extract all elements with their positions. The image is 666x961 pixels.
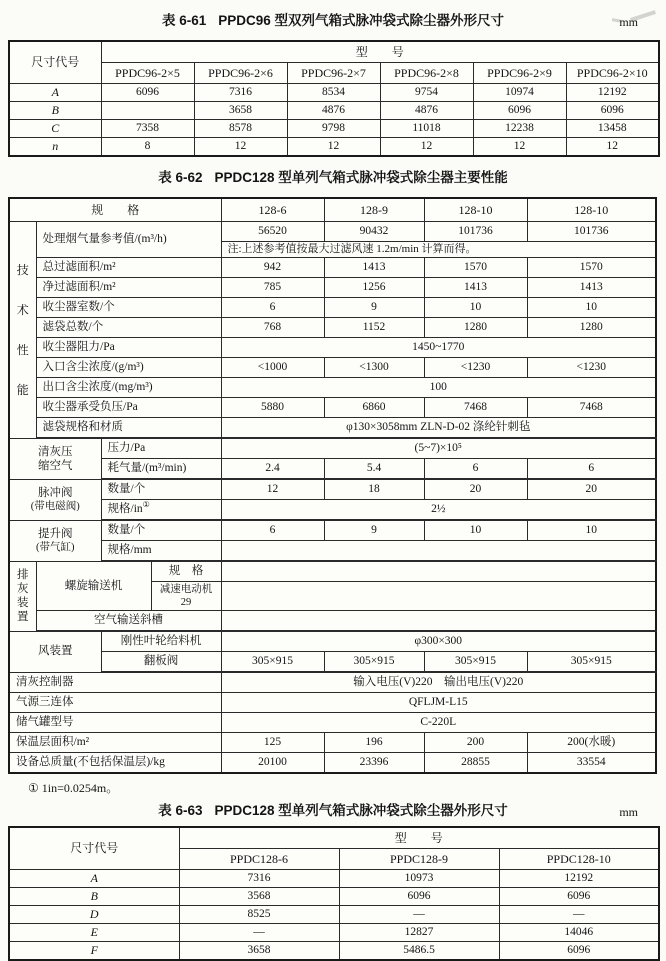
dim-value-cell: 12 bbox=[194, 138, 287, 157]
spec-value-cell: 305×915 bbox=[527, 652, 656, 673]
t3-row-D bbox=[9, 906, 659, 924]
dim-value-cell: 10974 bbox=[473, 84, 566, 102]
vertical-label: 排灰装置 bbox=[17, 569, 29, 623]
spec-label-cell: 总过滤面积/m² bbox=[36, 258, 221, 278]
spec-value-cell: 942 bbox=[221, 258, 324, 278]
dim-value-cell: 6096 bbox=[499, 942, 659, 961]
dim-value-cell: 6096 bbox=[473, 102, 566, 120]
spec-value-cell: 785 bbox=[221, 278, 324, 298]
t1-model-header: PPDC96-2×5 bbox=[101, 63, 194, 84]
table1-number: 表 6-61 bbox=[161, 13, 207, 28]
t3-row-B bbox=[9, 888, 659, 906]
spec-span-value-cell: φ300×300 bbox=[221, 631, 656, 652]
table1-unit-label: mm bbox=[619, 15, 638, 29]
dim-value-cell: — bbox=[179, 924, 339, 942]
spec-label-cell: 出口含尘浓度/(mg/m³) bbox=[36, 378, 221, 398]
t2-model-header: 128-9 bbox=[324, 198, 424, 222]
spec-label-cell: 滤袋规格和材质 bbox=[36, 418, 221, 439]
dim-value-cell: 7316 bbox=[179, 870, 339, 888]
spec-value-cell: 1413 bbox=[424, 278, 527, 298]
dim-value-cell: 8534 bbox=[287, 84, 380, 102]
spec-span-value-cell: 1450~1770 bbox=[221, 338, 656, 358]
t1-model-header: PPDC96-2×8 bbox=[380, 63, 473, 84]
spec-value-cell: 6 bbox=[221, 520, 324, 541]
spec-label-cell: 规格/mm bbox=[101, 541, 221, 562]
t2-row-lift-spec bbox=[9, 541, 656, 562]
t2-row-total-mass bbox=[9, 753, 656, 774]
spec-label-cell: 处理烟气量参考值/(m³/h) bbox=[36, 222, 221, 258]
spec-value-cell: 305×915 bbox=[424, 652, 527, 673]
spec-value-cell: <1230 bbox=[424, 358, 527, 378]
t3-model-header: PPDC128-9 bbox=[339, 849, 499, 870]
t2-row-screw-spec bbox=[9, 561, 656, 582]
spec-label-cell: 翻板阀 bbox=[101, 652, 221, 673]
t3-corner-header: 尺寸代号 bbox=[9, 827, 179, 870]
table1-title-row bbox=[8, 12, 658, 29]
t1-model-header: PPDC96-2×6 bbox=[194, 63, 287, 84]
footnote-marker: ① bbox=[142, 500, 150, 510]
t2-model-header: 128-6 bbox=[221, 198, 324, 222]
t1-model-group-header: 型 号 bbox=[101, 41, 659, 63]
t2-row-total-area bbox=[9, 258, 656, 278]
spec-value-cell: 1280 bbox=[527, 318, 656, 338]
spec-value-cell: 101736 bbox=[527, 222, 656, 242]
dim-code-cell: n bbox=[9, 138, 101, 157]
dim-value-cell: — bbox=[339, 906, 499, 924]
t2-row-insulation bbox=[9, 733, 656, 753]
t3-model-header: PPDC128-10 bbox=[499, 849, 659, 870]
spec-value-cell: 7468 bbox=[527, 398, 656, 418]
t1-model-row bbox=[9, 63, 659, 84]
table3-unit-label: mm bbox=[619, 805, 638, 819]
t2-model-header: 128-10 bbox=[424, 198, 527, 222]
spec-value-cell: 33554 bbox=[527, 753, 656, 774]
spec-label-cell: 收尘器阻力/Pa bbox=[36, 338, 221, 358]
dim-value-cell: 8 bbox=[101, 138, 194, 157]
spec-label-cell: 数量/个 bbox=[101, 520, 221, 541]
t2-row-flap-valve bbox=[9, 652, 656, 673]
spec-value-cell: 20100 bbox=[221, 753, 324, 774]
dim-value-cell: 13458 bbox=[566, 120, 659, 138]
spec-value-cell: 1570 bbox=[527, 258, 656, 278]
dim-value-cell: 8525 bbox=[179, 906, 339, 924]
spec-value-cell: 200(水暖) bbox=[527, 733, 656, 753]
spec-value-cell: 1280 bbox=[424, 318, 527, 338]
dim-value-cell: 6096 bbox=[499, 888, 659, 906]
spec-value-cell: 10 bbox=[527, 520, 656, 541]
spec-value-cell: 10 bbox=[424, 520, 527, 541]
footnote: ① 1in=0.0254m。 bbox=[28, 781, 119, 795]
table2-title-row bbox=[8, 169, 658, 186]
dim-value-cell: — bbox=[499, 906, 659, 924]
t3-model-group-header: 型 号 bbox=[179, 827, 659, 849]
dim-value-cell: 12 bbox=[380, 138, 473, 157]
t1-model-header: PPDC96-2×9 bbox=[473, 63, 566, 84]
dim-value-cell: 6096 bbox=[101, 84, 194, 102]
spec-value-cell: 101736 bbox=[424, 222, 527, 242]
t2-lift-valve-group-label: 提升阀 (带气缸) bbox=[9, 520, 101, 561]
spec-label-cell: 收尘器室数/个 bbox=[36, 298, 221, 318]
spec-value-cell: 200 bbox=[424, 733, 527, 753]
spec-label-cell: 压力/Pa bbox=[101, 438, 221, 459]
spec-span-value-cell: 2½ bbox=[221, 500, 656, 521]
spec-label-cell: 清灰控制器 bbox=[9, 672, 221, 693]
t2-air-group-label: 清灰压 缩空气 bbox=[9, 438, 101, 479]
t2-row-bags bbox=[9, 318, 656, 338]
empty-value-cell bbox=[221, 541, 656, 562]
dim-value-cell: 12238 bbox=[473, 120, 566, 138]
table-6-62 bbox=[8, 197, 657, 774]
dim-value-cell: 9754 bbox=[380, 84, 473, 102]
t2-header-row bbox=[9, 198, 656, 222]
dim-code-cell: C bbox=[9, 120, 101, 138]
spec-value-cell: 305×915 bbox=[221, 652, 324, 673]
t2-ash-group-label bbox=[9, 561, 36, 631]
t2-row-neg-pressure bbox=[9, 398, 656, 418]
spec-value-cell: 6860 bbox=[324, 398, 424, 418]
t2-row-chambers bbox=[9, 298, 656, 318]
dim-value-cell: 5486.5 bbox=[339, 942, 499, 961]
dim-value-cell: 14046 bbox=[499, 924, 659, 942]
dim-value-cell: 7316 bbox=[194, 84, 287, 102]
dim-code-cell: B bbox=[9, 888, 179, 906]
spec-value-cell: 1152 bbox=[324, 318, 424, 338]
empty-value-cell bbox=[221, 611, 656, 632]
table2-caption: PPDC128 型单列气箱式脉冲袋式除尘器主要性能 bbox=[214, 170, 508, 185]
table-6-61 bbox=[8, 40, 660, 157]
dim-value-cell: 12192 bbox=[566, 84, 659, 102]
t2-row-pulse-spec bbox=[9, 500, 656, 521]
spec-value-cell: 12 bbox=[221, 479, 324, 500]
dim-code-cell: B bbox=[9, 102, 101, 120]
table3-caption: PPDC128 型单列气箱式脉冲袋式除尘器外形尺寸 bbox=[214, 803, 508, 818]
dim-value-cell: 3658 bbox=[179, 942, 339, 961]
spec-label-cell: 保温层面积/m² bbox=[9, 733, 221, 753]
vertical-label: 技术性能 bbox=[16, 262, 29, 397]
spec-value-cell: 6 bbox=[527, 459, 656, 480]
dim-code-cell: E bbox=[9, 924, 179, 942]
dim-value-cell: 8578 bbox=[194, 120, 287, 138]
t2-row-pulse-count bbox=[9, 479, 656, 500]
t1-model-header: PPDC96-2×7 bbox=[287, 63, 380, 84]
spec-value-cell: 5.4 bbox=[324, 459, 424, 480]
table1-caption: PPDC96 型双列气箱式脉冲袋式除尘器外形尺寸 bbox=[218, 13, 505, 28]
spec-value-cell: 23396 bbox=[324, 753, 424, 774]
t1-row-n bbox=[9, 138, 659, 157]
t2-screw-conveyor-label: 螺旋输送机 bbox=[36, 561, 151, 611]
spec-span-value-cell: 100 bbox=[221, 378, 656, 398]
spec-label-cell: 减速电动机 29 bbox=[151, 582, 221, 611]
t1-row-A bbox=[9, 84, 659, 102]
dim-value-cell: 3658 bbox=[194, 102, 287, 120]
table3-title-row bbox=[8, 802, 658, 819]
t2-tech-group-label bbox=[9, 222, 36, 439]
t2-row-feeder bbox=[9, 631, 656, 652]
spec-value-cell: 90432 bbox=[324, 222, 424, 242]
t2-row-air-chute bbox=[9, 611, 656, 632]
t3-row-A bbox=[9, 870, 659, 888]
t1-row-B bbox=[9, 102, 659, 120]
t2-row-air-pressure bbox=[9, 438, 656, 459]
spec-value-cell: 768 bbox=[221, 318, 324, 338]
spec-label-cell: 气源三连体 bbox=[9, 693, 221, 713]
spec-label-cell: 收尘器承受负压/Pa bbox=[36, 398, 221, 418]
spec-value-cell: 18 bbox=[324, 479, 424, 500]
spec-value-cell: 6 bbox=[221, 298, 324, 318]
t2-row-air-tank bbox=[9, 713, 656, 733]
spec-label-cell: 耗气量/(m³/min) bbox=[101, 459, 221, 480]
dim-code-cell: F bbox=[9, 942, 179, 961]
spec-value-cell: 9 bbox=[324, 520, 424, 541]
dim-value-cell: 12 bbox=[473, 138, 566, 157]
spec-value-cell: 2.4 bbox=[221, 459, 324, 480]
t1-corner-header: 尺寸代号 bbox=[9, 41, 101, 84]
dim-value-cell: 10973 bbox=[339, 870, 499, 888]
spec-value-cell: 1413 bbox=[324, 258, 424, 278]
spec-value-cell: 196 bbox=[324, 733, 424, 753]
spec-label-cell: 滤袋总数/个 bbox=[36, 318, 221, 338]
spec-span-value-cell: C-220L bbox=[221, 713, 656, 733]
t2-air-chute-label: 空气输送斜槽 bbox=[36, 611, 221, 632]
t2-row-air-triple bbox=[9, 693, 656, 713]
spec-value-cell: 1570 bbox=[424, 258, 527, 278]
spec-value-cell: 6 bbox=[424, 459, 527, 480]
t2-row-bag-spec bbox=[9, 418, 656, 439]
spec-value-cell: <1300 bbox=[324, 358, 424, 378]
empty-value-cell bbox=[221, 561, 656, 582]
t1-group-header-row bbox=[9, 41, 659, 63]
dim-value-cell: 12 bbox=[287, 138, 380, 157]
spec-value-cell: 28855 bbox=[424, 753, 527, 774]
dim-value-cell: 12827 bbox=[339, 924, 499, 942]
dim-value-cell: 11018 bbox=[380, 120, 473, 138]
spec-value-cell: 10 bbox=[527, 298, 656, 318]
spec-value-cell: <1000 bbox=[221, 358, 324, 378]
dim-value-cell: 12 bbox=[566, 138, 659, 157]
empty-value-cell bbox=[221, 582, 656, 611]
spec-value-cell: 305×915 bbox=[324, 652, 424, 673]
t1-row-C bbox=[9, 120, 659, 138]
spec-label-cell: 数量/个 bbox=[101, 479, 221, 500]
note-cell: 注:上述参考值按最大过滤风速 1.2m/min 计算而得。 bbox=[221, 242, 656, 258]
t3-group-header-row bbox=[9, 827, 659, 849]
t2-row-air-consumption bbox=[9, 459, 656, 480]
dim-value-cell: 6096 bbox=[339, 888, 499, 906]
table-6-63 bbox=[8, 826, 660, 961]
spec-span-value-cell: QFLJM-L15 bbox=[221, 693, 656, 713]
spec-label-cell: 入口含尘浓度/(g/m³) bbox=[36, 358, 221, 378]
dim-value-cell: 4876 bbox=[380, 102, 473, 120]
spec-span-value-cell: φ130×3058mm ZLN-D-02 涤纶针刺毡 bbox=[221, 418, 656, 439]
spec-span-value-cell: 输入电压(V)220 输出电压(V)220 bbox=[221, 672, 656, 693]
dim-value-cell: 6096 bbox=[566, 102, 659, 120]
t2-pulse-valve-group-label: 脉冲阀 (带电磁阀) bbox=[9, 479, 101, 520]
t2-row-net-area bbox=[9, 278, 656, 298]
table2-number: 表 6-62 bbox=[158, 170, 203, 185]
t2-row-inlet bbox=[9, 358, 656, 378]
spec-label-cell: 刚性叶轮给料机 bbox=[101, 631, 221, 652]
dim-value-cell: 12192 bbox=[499, 870, 659, 888]
dim-value-cell bbox=[101, 102, 194, 120]
t1-model-header: PPDC96-2×10 bbox=[566, 63, 659, 84]
spec-span-value-cell: (5~7)×10⁵ bbox=[221, 438, 656, 459]
table3-number: 表 6-63 bbox=[158, 803, 203, 818]
t2-row-resistance bbox=[9, 338, 656, 358]
spec-value-cell: <1230 bbox=[527, 358, 656, 378]
dim-value-cell: 9798 bbox=[287, 120, 380, 138]
dim-value-cell: 7358 bbox=[101, 120, 194, 138]
t2-row-outlet bbox=[9, 378, 656, 398]
t2-spec-header: 规 格 bbox=[9, 198, 221, 222]
spec-label-cell: 规格/in① bbox=[101, 500, 221, 521]
spec-value-cell: 56520 bbox=[221, 222, 324, 242]
t2-model-header: 128-10 bbox=[527, 198, 656, 222]
spec-label-cell: 净过滤面积/m² bbox=[36, 278, 221, 298]
dim-value-cell: 4876 bbox=[287, 102, 380, 120]
spec-value-cell: 20 bbox=[424, 479, 527, 500]
t2-row-lift-count bbox=[9, 520, 656, 541]
spec-value-cell: 9 bbox=[324, 298, 424, 318]
t3-model-header: PPDC128-6 bbox=[179, 849, 339, 870]
t2-row-flue-gas bbox=[9, 222, 656, 242]
spec-value-cell: 20 bbox=[527, 479, 656, 500]
dim-code-cell: A bbox=[9, 870, 179, 888]
dim-code-cell: D bbox=[9, 906, 179, 924]
spec-value-cell: 1413 bbox=[527, 278, 656, 298]
dim-code-cell: A bbox=[9, 84, 101, 102]
dim-value-cell: 3568 bbox=[179, 888, 339, 906]
scanned-document-page bbox=[0, 12, 666, 957]
spec-value-cell: 7468 bbox=[424, 398, 527, 418]
spec-label-cell: 储气罐型号 bbox=[9, 713, 221, 733]
spec-label-cell: 规 格 bbox=[151, 561, 221, 582]
spec-value-cell: 125 bbox=[221, 733, 324, 753]
spec-value-cell: 5880 bbox=[221, 398, 324, 418]
spec-value-cell: 1256 bbox=[324, 278, 424, 298]
spec-label-cell: 设备总质量(不包括保温层)/kg bbox=[9, 753, 221, 774]
t3-row-F bbox=[9, 942, 659, 961]
t2-wind-group-label: 风装置 bbox=[9, 631, 101, 672]
spec-value-cell: 10 bbox=[424, 298, 527, 318]
t2-row-controller bbox=[9, 672, 656, 693]
